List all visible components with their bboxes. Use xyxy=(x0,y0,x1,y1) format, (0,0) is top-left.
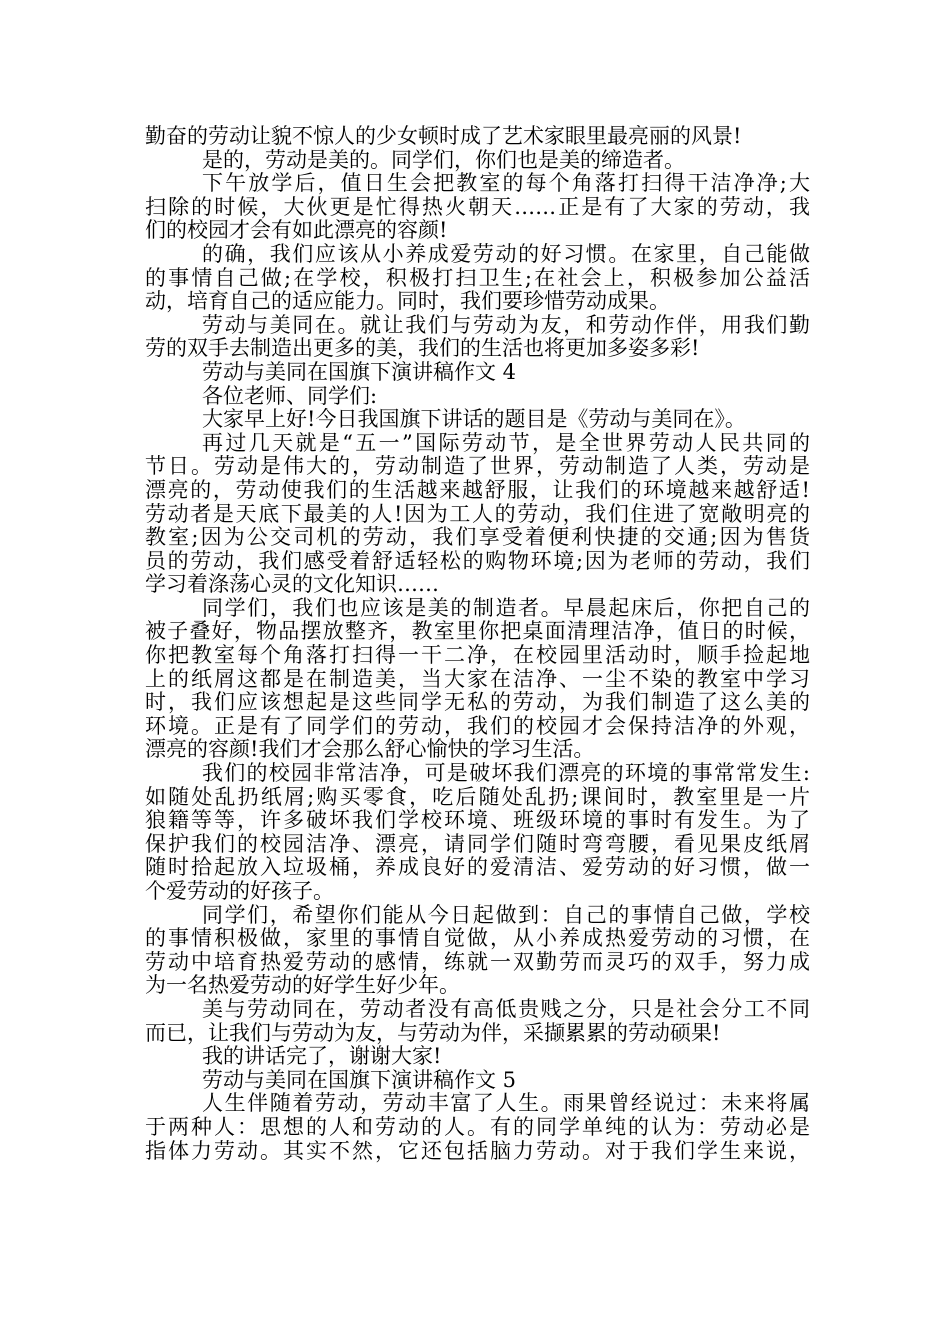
text-line: 劳的双手去制造出更多的美，我们的生活也将更加多姿多彩! xyxy=(145,336,700,361)
text-line: 勤奋的劳动让貌不惊人的少女顿时成了艺术家眼里最亮丽的风景! xyxy=(145,124,742,148)
text-line: 劳动与美同在。就让我们与劳动为友，和劳动作伴，用我们勤 xyxy=(202,312,810,337)
text-line: 劳动与美同在国旗下演讲稿作文 5 xyxy=(202,1067,517,1092)
text-line: 各位老师、同学们: xyxy=(202,383,378,408)
text-line: 们的校园才会有如此漂亮的容颜! xyxy=(145,218,448,243)
text-line: 的事情自己做;在学校，积极打扫卫生;在社会上，积极参加公益活 xyxy=(145,265,810,290)
text-line: 劳动者是天底下最美的人!因为工人的劳动，我们住进了宽敞明亮的 xyxy=(145,501,810,526)
text-line: 于两种人：思想的人和劳动的人。有的同学单纯的认为：劳动必是 xyxy=(145,1114,810,1139)
text-line: 环境。正是有了同学们的劳动，我们的校园才会保持洁净的外观， xyxy=(145,713,810,738)
text-line: 我们的校园非常洁净，可是破坏我们漂亮的环境的事常常发生: xyxy=(202,761,810,786)
text-line: 的事情积极做，家里的事情自觉做，从小养成热爱劳动的习惯，在 xyxy=(145,926,810,951)
text-line: 的确，我们应该从小养成爱劳动的好习惯。在家里，自己能做 xyxy=(202,241,810,266)
text-line: 动，培育自己的适应能力。同时，我们要珍惜劳动成果。 xyxy=(145,289,670,314)
text-line: 我的讲话完了，谢谢大家! xyxy=(202,1044,442,1069)
text-line: 人生伴随着劳动，劳动丰富了人生。雨果曾经说过：未来将属 xyxy=(202,1091,810,1116)
text-line: 同学们，希望你们能从今日起做到：自己的事情自己做，学校 xyxy=(202,902,810,927)
text-line: 漂亮的容颜!我们才会那么舒心愉快的学习生活。 xyxy=(145,737,595,762)
text-line: 扫除的时候，大伙更是忙得热火朝天……正是有了大家的劳动，我 xyxy=(145,194,810,219)
text-line: 学习着涤荡心灵的文化知识…… xyxy=(145,572,439,597)
text-line: 个爱劳动的好孩子。 xyxy=(145,879,334,903)
text-line: 是的，劳动是美的。同学们，你们也是美的缔造者。 xyxy=(202,147,685,172)
text-line: 为一名热爱劳动的好学生好少年。 xyxy=(145,973,460,998)
text-line: 再过几天就是“五一”国际劳动节，是全世界劳动人民共同的 xyxy=(202,430,810,455)
text-line: 大家早上好!今日我国旗下讲话的题目是《劳动与美同在》。 xyxy=(202,407,746,432)
text-line: 你把教室每个角落打扫得一干二净，在校园里活动时，顺手捡起地 xyxy=(145,643,810,668)
document-body xyxy=(145,125,810,1163)
text-line: 同学们，我们也应该是美的制造者。早晨起床后，你把自己的 xyxy=(202,595,810,620)
text-line: 随时拾起放入垃圾桶，养成良好的爱清洁、爱劳动的好习惯，做一 xyxy=(145,855,810,880)
text-line: 被子叠好，物品摆放整齐，教室里你把桌面清理洁净，值日的时候， xyxy=(145,619,810,644)
text-line: 指体力劳动。其实不然，它还包括脑力劳动。对于我们学生来说， xyxy=(145,1138,810,1163)
text-line: 保护我们的校园洁净、漂亮，请同学们随时弯弯腰，看见果皮纸屑 xyxy=(145,831,810,856)
text-line: 下午放学后，值日生会把教室的每个角落打扫得干洁净净;大 xyxy=(202,171,810,196)
text-line: 漂亮的，劳动使我们的生活越来越舒服，让我们的环境越来越舒适! xyxy=(145,477,810,502)
text-line: 教室;因为公交司机的劳动，我们享受着便利快捷的交通;因为售货 xyxy=(145,525,810,550)
text-line: 狼籍等等，许多破坏我们学校环境、班级环境的事时有发生。为了 xyxy=(145,808,810,833)
text-line: 员的劳动，我们感受着舒适轻松的购物环境;因为老师的劳动，我们 xyxy=(145,548,810,573)
text-line: 如随处乱扔纸屑;购买零食，吃后随处乱扔;课间时，教室里是一片 xyxy=(145,784,810,809)
text-line: 美与劳动同在，劳动者没有高低贵贱之分，只是社会分工不同 xyxy=(202,996,810,1021)
text-line: 劳动与美同在国旗下演讲稿作文 4 xyxy=(202,359,517,384)
text-line: 时，我们应该想起是这些同学无私的劳动，为我们制造了这么美的 xyxy=(145,690,810,715)
text-line: 劳动中培育热爱劳动的感情，练就一双勤劳而灵巧的双手，努力成 xyxy=(145,949,810,974)
text-line: 而已，让我们与劳动为友，与劳动为伴，采撷累累的劳动硕果! xyxy=(145,1020,721,1045)
text-line: 上的纸屑这都是在制造美，当大家在洁净、一尘不染的教室中学习 xyxy=(145,666,810,691)
text-line: 节日。劳动是伟大的，劳动制造了世界，劳动制造了人类，劳动是 xyxy=(145,454,810,479)
